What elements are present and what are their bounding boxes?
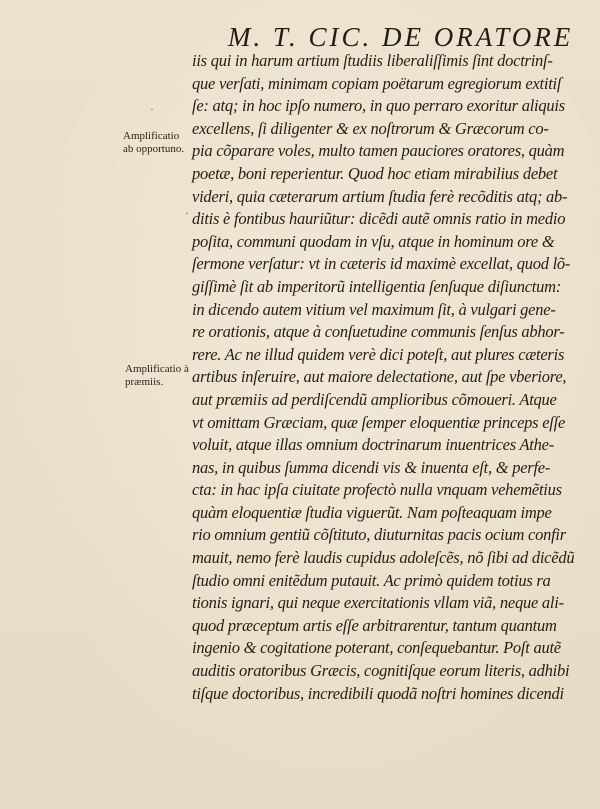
text-line: quod præceptum artis eſſe arbitrarentur, tantum quantum — [192, 615, 557, 635]
text-line: videri, quia cæterarum artium ſtudia ferè recõditis atq; ab- — [192, 186, 568, 206]
text-line: tionis ignari, qui neque exercitationis vllam viã, neque ali- — [192, 593, 564, 613]
margin-note-line: Amplificatio à — [125, 363, 189, 375]
text-line: nas, in quibus ſumma dicendi vis & inuenta eſt, & perfe- — [192, 457, 551, 477]
text-line: que verſati, minimam copiam poëtarum egregiorum extitiſ — [192, 73, 562, 93]
text-line: rio omnium gentiũ cõſtituto, diuturnitas pacis ocium confir — [192, 525, 566, 545]
text-line: aut præmiis ad perdiſcendũ amplioribus cõmoueri. Atque — [192, 389, 557, 409]
margin-note-line: ab opportuno. — [123, 143, 185, 155]
running-head: M. T. CIC. DE ORATORE — [228, 22, 574, 52]
text-line: ſtudio omni enitẽdum putauit. Ac primò quidem totius ra — [192, 570, 551, 590]
text-line: cta: in hac ipſa ciuitate profectò nulla vnquam vehemẽtius — [192, 480, 562, 500]
text-line: quàm eloquentiæ ſtudia viguerũt. Nam poſteaquam impe — [192, 502, 552, 522]
text-line: ingenio & cogitatione poterant, conſequebantur. Poſt autẽ — [192, 638, 561, 658]
text-line: iis qui in harum artium ſtudiis liberaliſſimis ſint doctrinſ- — [192, 51, 553, 70]
text-line: ſe: atq; in hoc ipſo numero, in quo perraro exoritur aliquis — [192, 96, 565, 116]
text-line: mauit, nemo ferè laudis cupidus adoleſcẽs, nõ ſibi ad dicẽdũ — [192, 548, 575, 568]
body-text — [192, 50, 575, 705]
text-line: giſſimè ſit ab imperitorũ intelligentia ſenſuque diſiunctum: — [192, 276, 562, 296]
text-line: rere. Ac ne illud quidem verè dici poteſt, aut plures cæteris — [192, 344, 565, 364]
margin-note-line: præmiis. — [125, 376, 164, 388]
text-line: re orationis, atque à conſuetudine communis ſenſus abhor- — [192, 322, 565, 342]
text-line: auditis oratoribus Græcis, cognitiſque eorum literis, adhibi — [192, 661, 570, 681]
margin-note-praemiis — [125, 363, 189, 389]
text-line: in dicendo autem vitium vel maximum ſit, à vulgari gene- — [192, 299, 556, 319]
margin-note-opportuno — [123, 130, 184, 156]
margin-dot-mark: · — [185, 206, 189, 220]
text-line: poetæ, boni reperientur. Quod hoc etiam mirabilius debet — [192, 163, 558, 183]
margin-dot-mark: · — [150, 102, 154, 116]
text-line: tiſque doctoribus, incredibili quodã noſtri homines dicendi — [192, 683, 564, 703]
text-line: pia cõparare voles, multo tamen pauciores oratores, quàm — [192, 141, 565, 161]
text-line: vt omittam Græciam, quæ ſemper eloquentiæ princeps eſſe — [192, 412, 566, 432]
text-line: ditis è fontibus hauriũtur: dicẽdi autẽ omnis ratio in medio — [192, 209, 566, 229]
margin-note-line: Amplificatio — [123, 130, 180, 142]
text-line: ſermone verſatur: vt in cæteris id maximè excellat, quod lõ- — [192, 254, 571, 274]
text-line: artibus inſeruire, aut maiore delectatione, aut ſpe vberiore, — [192, 367, 567, 387]
text-line: poſita, communi quodam in vſu, atque in hominum ore & — [192, 231, 555, 251]
text-line: excellens, ſi diligenter & ex noſtrorum & Græcorum co- — [192, 118, 549, 138]
text-line: voluit, atque illas omnium doctrinarum inuentrices Athe- — [192, 435, 554, 455]
